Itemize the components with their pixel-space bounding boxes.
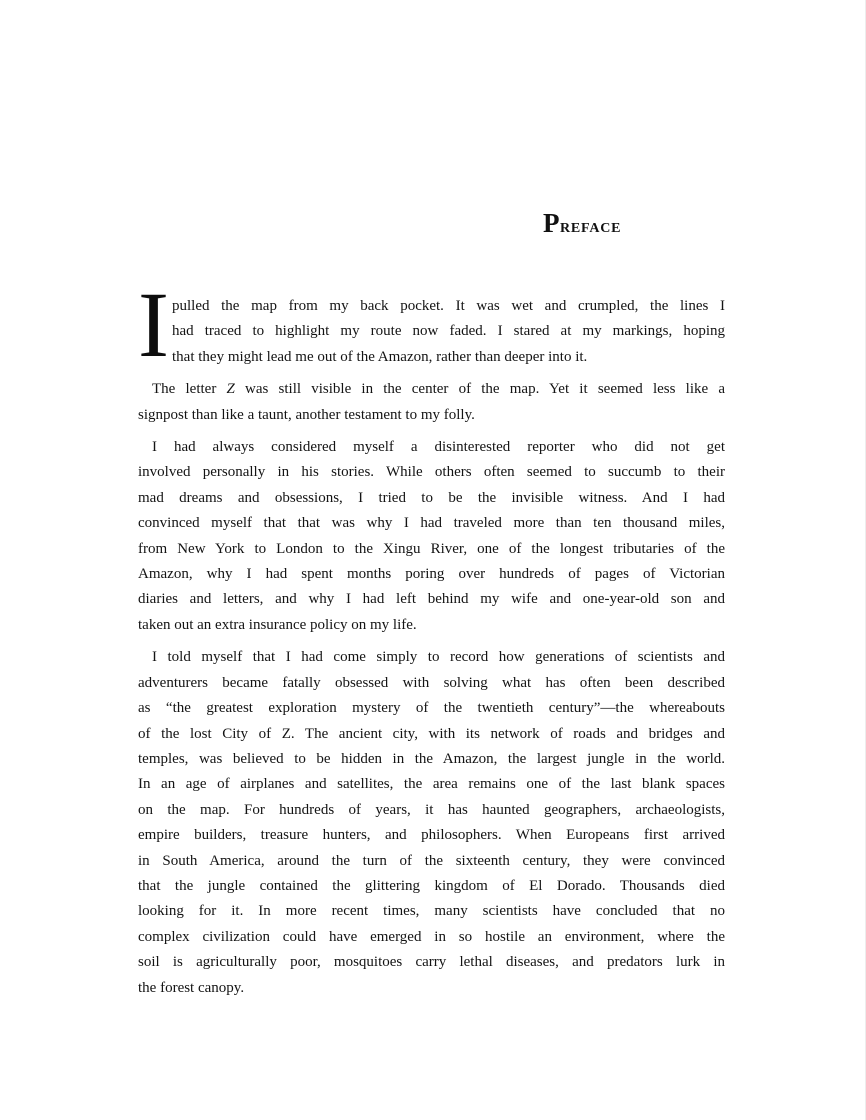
paragraph-city-of-z — [138, 645, 725, 1001]
page-body — [138, 274, 725, 1001]
paragraph-opening — [138, 274, 725, 377]
text-line: I told myself that I had come simply to record how generations of scientists and — [152, 649, 725, 666]
text-line: complex civilization could have emerged in so hostile an environment, where the — [138, 928, 725, 945]
text-line: convinced myself that that was why I had traveled more than ten thousand miles, — [138, 515, 725, 532]
text-line: taken out an extra insurance policy on my life. — [138, 616, 417, 633]
text-line: the forest canopy. — [138, 979, 245, 996]
text-line: on the map. For hundreds of years, it has haunted geographers, archaeologists, — [138, 801, 725, 818]
text-line — [138, 377, 725, 402]
text-line: that they might lead me out of the Amazon, rather than deeper into it. — [172, 348, 588, 365]
heading-initial-cap: P — [543, 208, 560, 238]
text-line: as “the greatest exploration mystery of the twentieth century”—the whereabouts — [138, 700, 725, 717]
drop-cap: I — [138, 274, 169, 377]
italic-letter-z: Z — [226, 381, 235, 398]
text-line: signpost than like a taunt, another testament to my folly. — [138, 406, 475, 423]
text-line: mad dreams and obsessions, I tried to be the invisible witness. And I had — [138, 489, 725, 506]
text-segment: was still visible in the center of the map. Yet it seemed less like a — [234, 381, 725, 398]
text-line: of the lost City of Z. The ancient city, with its network of roads and bridges and — [138, 725, 725, 742]
text-line: had traced to highlight my route now faded. I stared at my markings, hoping — [172, 323, 725, 340]
text-line: adventurers became fatally obsessed with solving what has often been described — [138, 674, 725, 691]
text-line: empire builders, treasure hunters, and philosophers. When Europeans first arrived — [138, 827, 725, 844]
paragraph-reporter — [138, 435, 725, 638]
text-segment: The letter — [152, 381, 227, 398]
text-line: from New York to London to the Xingu River, one of the longest tributaries of the — [138, 540, 725, 557]
text-line: pulled the map from my back pocket. It was wet and crumpled, the lines I — [172, 298, 725, 314]
paragraph-letter-z — [138, 377, 725, 428]
text-line: that the jungle contained the glittering kingdom of El Dorado. Thousands died — [138, 877, 725, 894]
text-line: looking for it. In more recent times, many scientists have concluded that no — [138, 903, 725, 920]
text-line: in South America, around the turn of the sixteenth century, they were convinced — [138, 852, 725, 869]
text-line: I had always considered myself a disinterested reporter who did not get — [152, 439, 725, 456]
text-line: In an age of airplanes and satellites, the area remains one of the last blank spaces — [138, 776, 725, 793]
heading-small-caps: REFACE — [560, 221, 622, 236]
chapter-heading — [543, 208, 621, 239]
text-line: soil is agriculturally poor, mosquitoes carry lethal diseases, and predators lurk in — [138, 954, 725, 971]
text-line: diaries and letters, and why I had left behind my wife and one-year-old son and — [138, 591, 725, 608]
text-line: Amazon, why I had spent months poring over hundreds of pages of Victorian — [138, 566, 725, 583]
text-line: temples, was believed to be hidden in the Amazon, the largest jungle in the world. — [138, 750, 725, 767]
text-line: involved personally in his stories. While others often seemed to succumb to their — [138, 464, 725, 481]
